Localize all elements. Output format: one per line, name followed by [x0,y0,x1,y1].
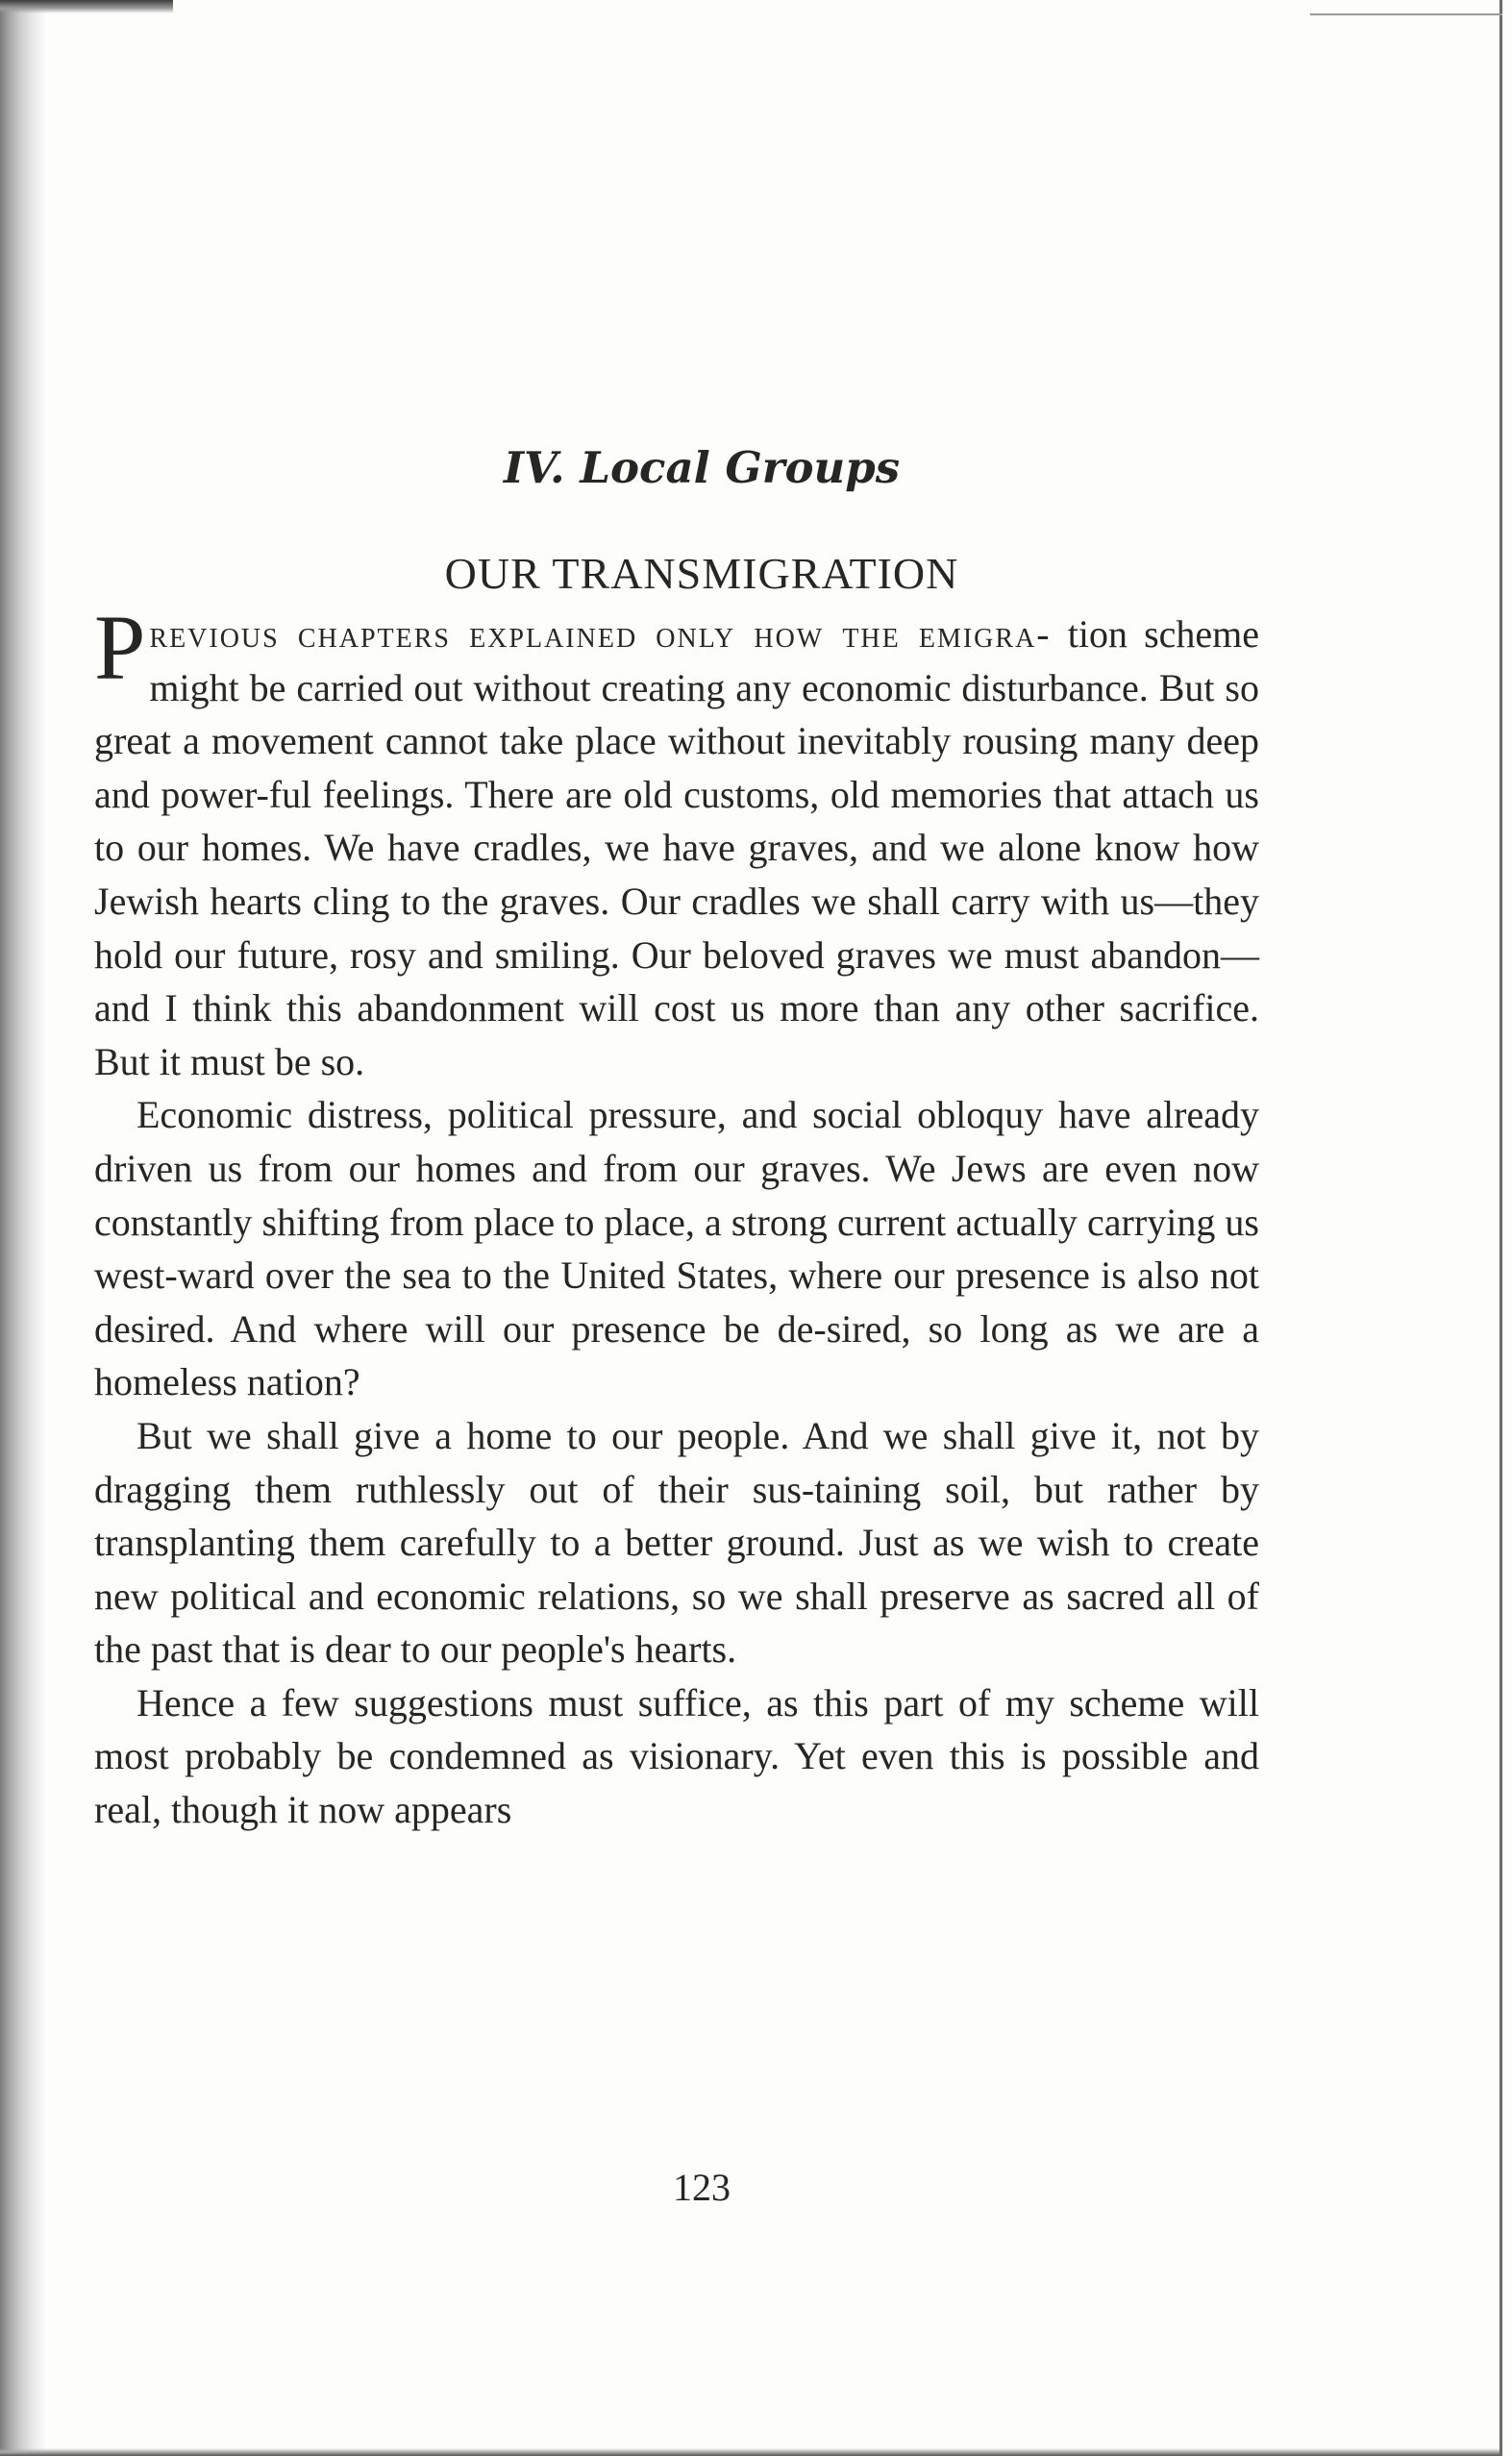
body-text [94,596,1260,1837]
page-edge-right [1500,0,1502,2456]
binding-gutter [0,0,46,2456]
paragraph-3: But we shall give a home to our people. And we shall give it, not by dragging them ruthlessly out of their sus-taining soil, but rather by transplanting them carefully to a better ground. Just as we wish to create new political and economic relations, so we shall preserve as sacred all of the past that is dear to our people's hearts. [94,1413,1259,1672]
page-number-text: 123 [673,2166,731,2209]
paragraph-2: Economic distress, political pressure, and social obloquy have already driven us from our homes and from our graves. We Jews are even now constantly shifting from place to place, a strong current actually carrying us west-ward over the sea to the United States, where our presence is also not desired. And where will our presence be de-sired, so long as we are a homeless nation? [94,1093,1259,1404]
page-edge-top [0,0,173,13]
paragraph-1 [94,596,1260,1088]
lead-in-small-caps: revious chapters explained only how the emigra- [149,612,1052,656]
chapter-title [0,442,1346,493]
page-number [0,2165,1346,2210]
section-title [0,548,1346,599]
section-title-text: OUR TRANSMIGRATION [444,549,959,598]
chapter-title-text: IV. Local Groups [503,442,901,493]
page-edge-right-top [1310,13,1502,15]
drop-cap: P [94,596,146,699]
paragraph-1-text: tion scheme might be carried out without creating any economic disturbance. But so great a movement cannot take place without inevitably rousing many deep and power-ful feelings. There are old customs, old memories that attach us to our homes. We have cradles, we have graves, and we alone know how Jewish hearts cling to the graves. Our cradles we shall carry with us—they hold our future, rosy and smiling. Our beloved graves we must abandon—and I think this abandonment will cost us more than any other sacrifice. But it must be so. [94,612,1260,1083]
paragraph-4: Hence a few suggestions must suffice, as this part of my scheme will most probably be condemned as visionary. Yet even this is possible and real, though it now appears [94,1680,1259,1832]
page-edge-bottom [0,2448,1500,2456]
